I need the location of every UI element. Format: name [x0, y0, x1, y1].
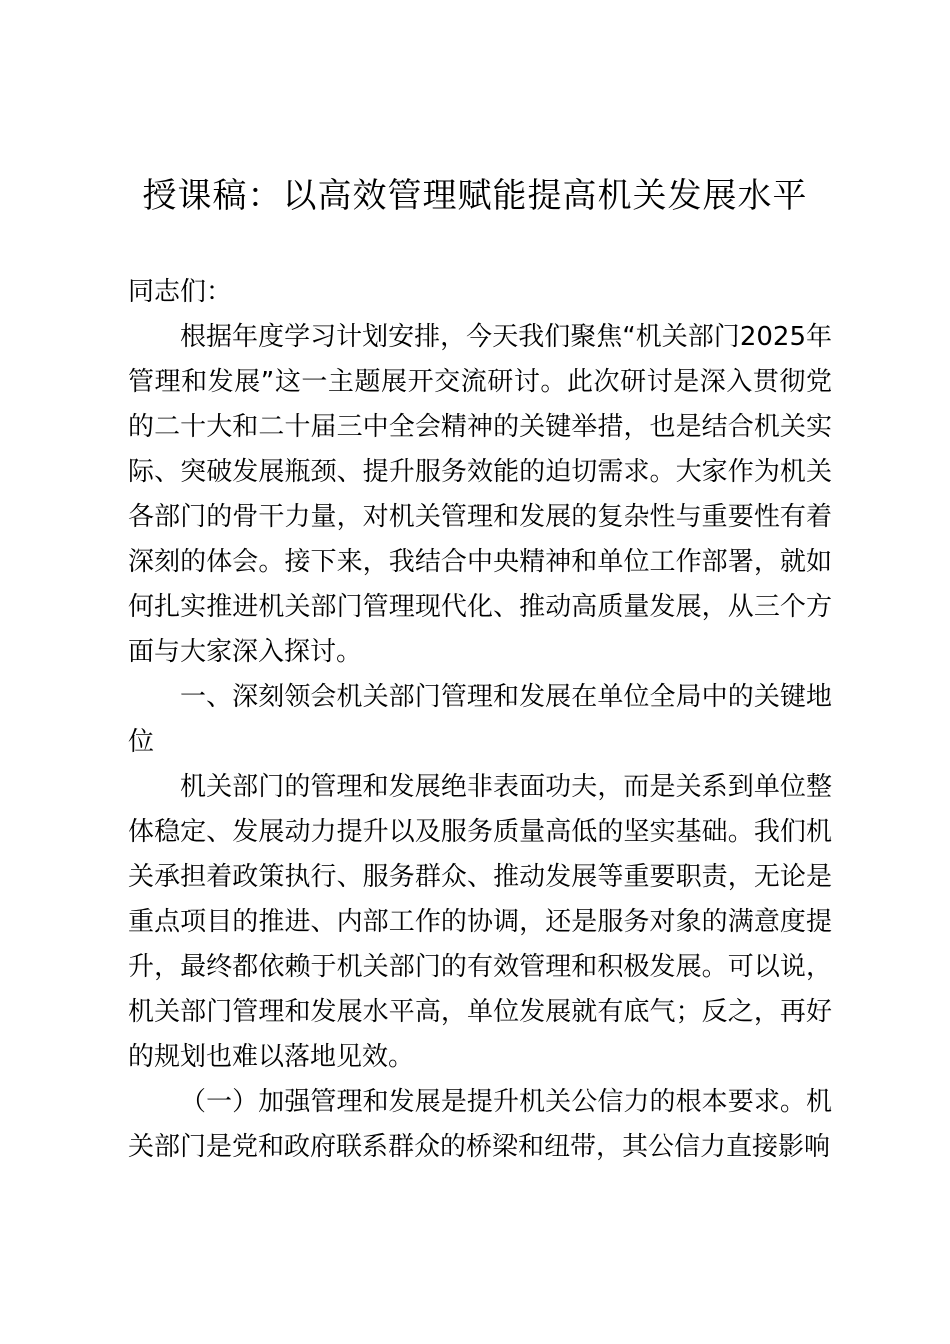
salutation: 同志们：: [128, 277, 233, 307]
document-title: 授课稿：以高效管理赋能提高机关发展水平: [142, 176, 808, 216]
intro-paragraph: 根据年度学习计划安排，今天我们聚焦“机关部门2025年管理和发展”这一主题展开交流研讨。此次研讨是深入贯彻党的二十大和二十届三中全会精神的关键举措，也是结合机关实际、突破发展瓶颈、提升服务效能的迫切需求。大家作为机关各部门的骨干力量，对机关管理和发展的复杂性与重要性有着深刻的体会。接下来，我结合中央精神和单位工作部署，就如何扎实推进机关部门管理现代化、推动高质量发展，从三个方面与大家深入探讨。: [128, 322, 832, 667]
document-body: [128, 270, 832, 1170]
section-heading: 一、深刻领会机关部门管理和发展在单位全局中的关键地位: [128, 682, 832, 757]
body-paragraph: 机关部门的管理和发展绝非表面功夫，而是关系到单位整体稳定、发展动力提升以及服务质量高低的坚实基础。我们机关承担着政策执行、服务群众、推动发展等重要职责，无论是重点项目的推进、内部工作的协调，还是服务对象的满意度提升，最终都依赖于机关部门的有效管理和积极发展。可以说，机关部门管理和发展水平高，单位发展就有底气；反之，再好的规划也难以落地见效。: [128, 772, 832, 1072]
subsection-paragraph: （一）加强管理和发展是提升机关公信力的根本要求。机关部门是党和政府联系群众的桥梁和纽带，其公信力直接影响: [128, 1087, 832, 1162]
